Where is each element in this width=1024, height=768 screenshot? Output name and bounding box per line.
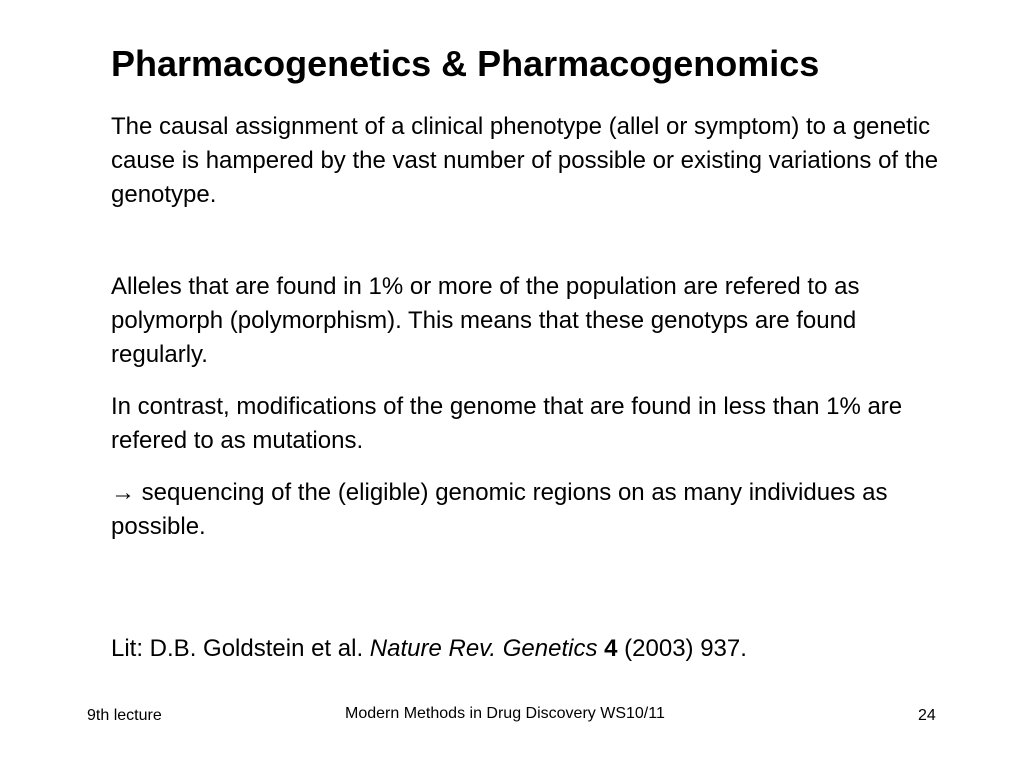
literature-reference (111, 632, 951, 666)
footer-page-number: 24 (918, 707, 936, 724)
literature-suffix: (2003) 937. (617, 635, 747, 662)
footer-course-title: Modern Methods in Drug Discovery WS10/11 (345, 705, 665, 722)
literature-volume: 4 (604, 635, 618, 662)
paragraph-mutations: In contrast, modifications of the genome that are found in less than 1% are refered to as mutations. (111, 393, 903, 454)
paragraph-polymorphism: Alleles that are found in 1% or more of the population are refered to as polymorph (polymorphism). This means that these genotyps are found regularly. (111, 273, 860, 368)
paragraph-causal-assignment: The causal assignment of a clinical phenotype (allel or symptom) to a genetic cause is hampered by the vast number of possible or existing variations of the genotype. (111, 113, 939, 208)
literature-journal: Nature Rev. Genetics (369, 635, 598, 662)
slide-title: Pharmacogenetics & Pharmacogenomics (111, 43, 820, 84)
literature-prefix: Lit: D.B. Goldstein et al. (111, 635, 370, 662)
paragraph-sequencing: → sequencing of the (eligible) genomic regions on as many individues as possible. (111, 479, 888, 540)
footer-lecture: 9th lecture (87, 707, 162, 724)
